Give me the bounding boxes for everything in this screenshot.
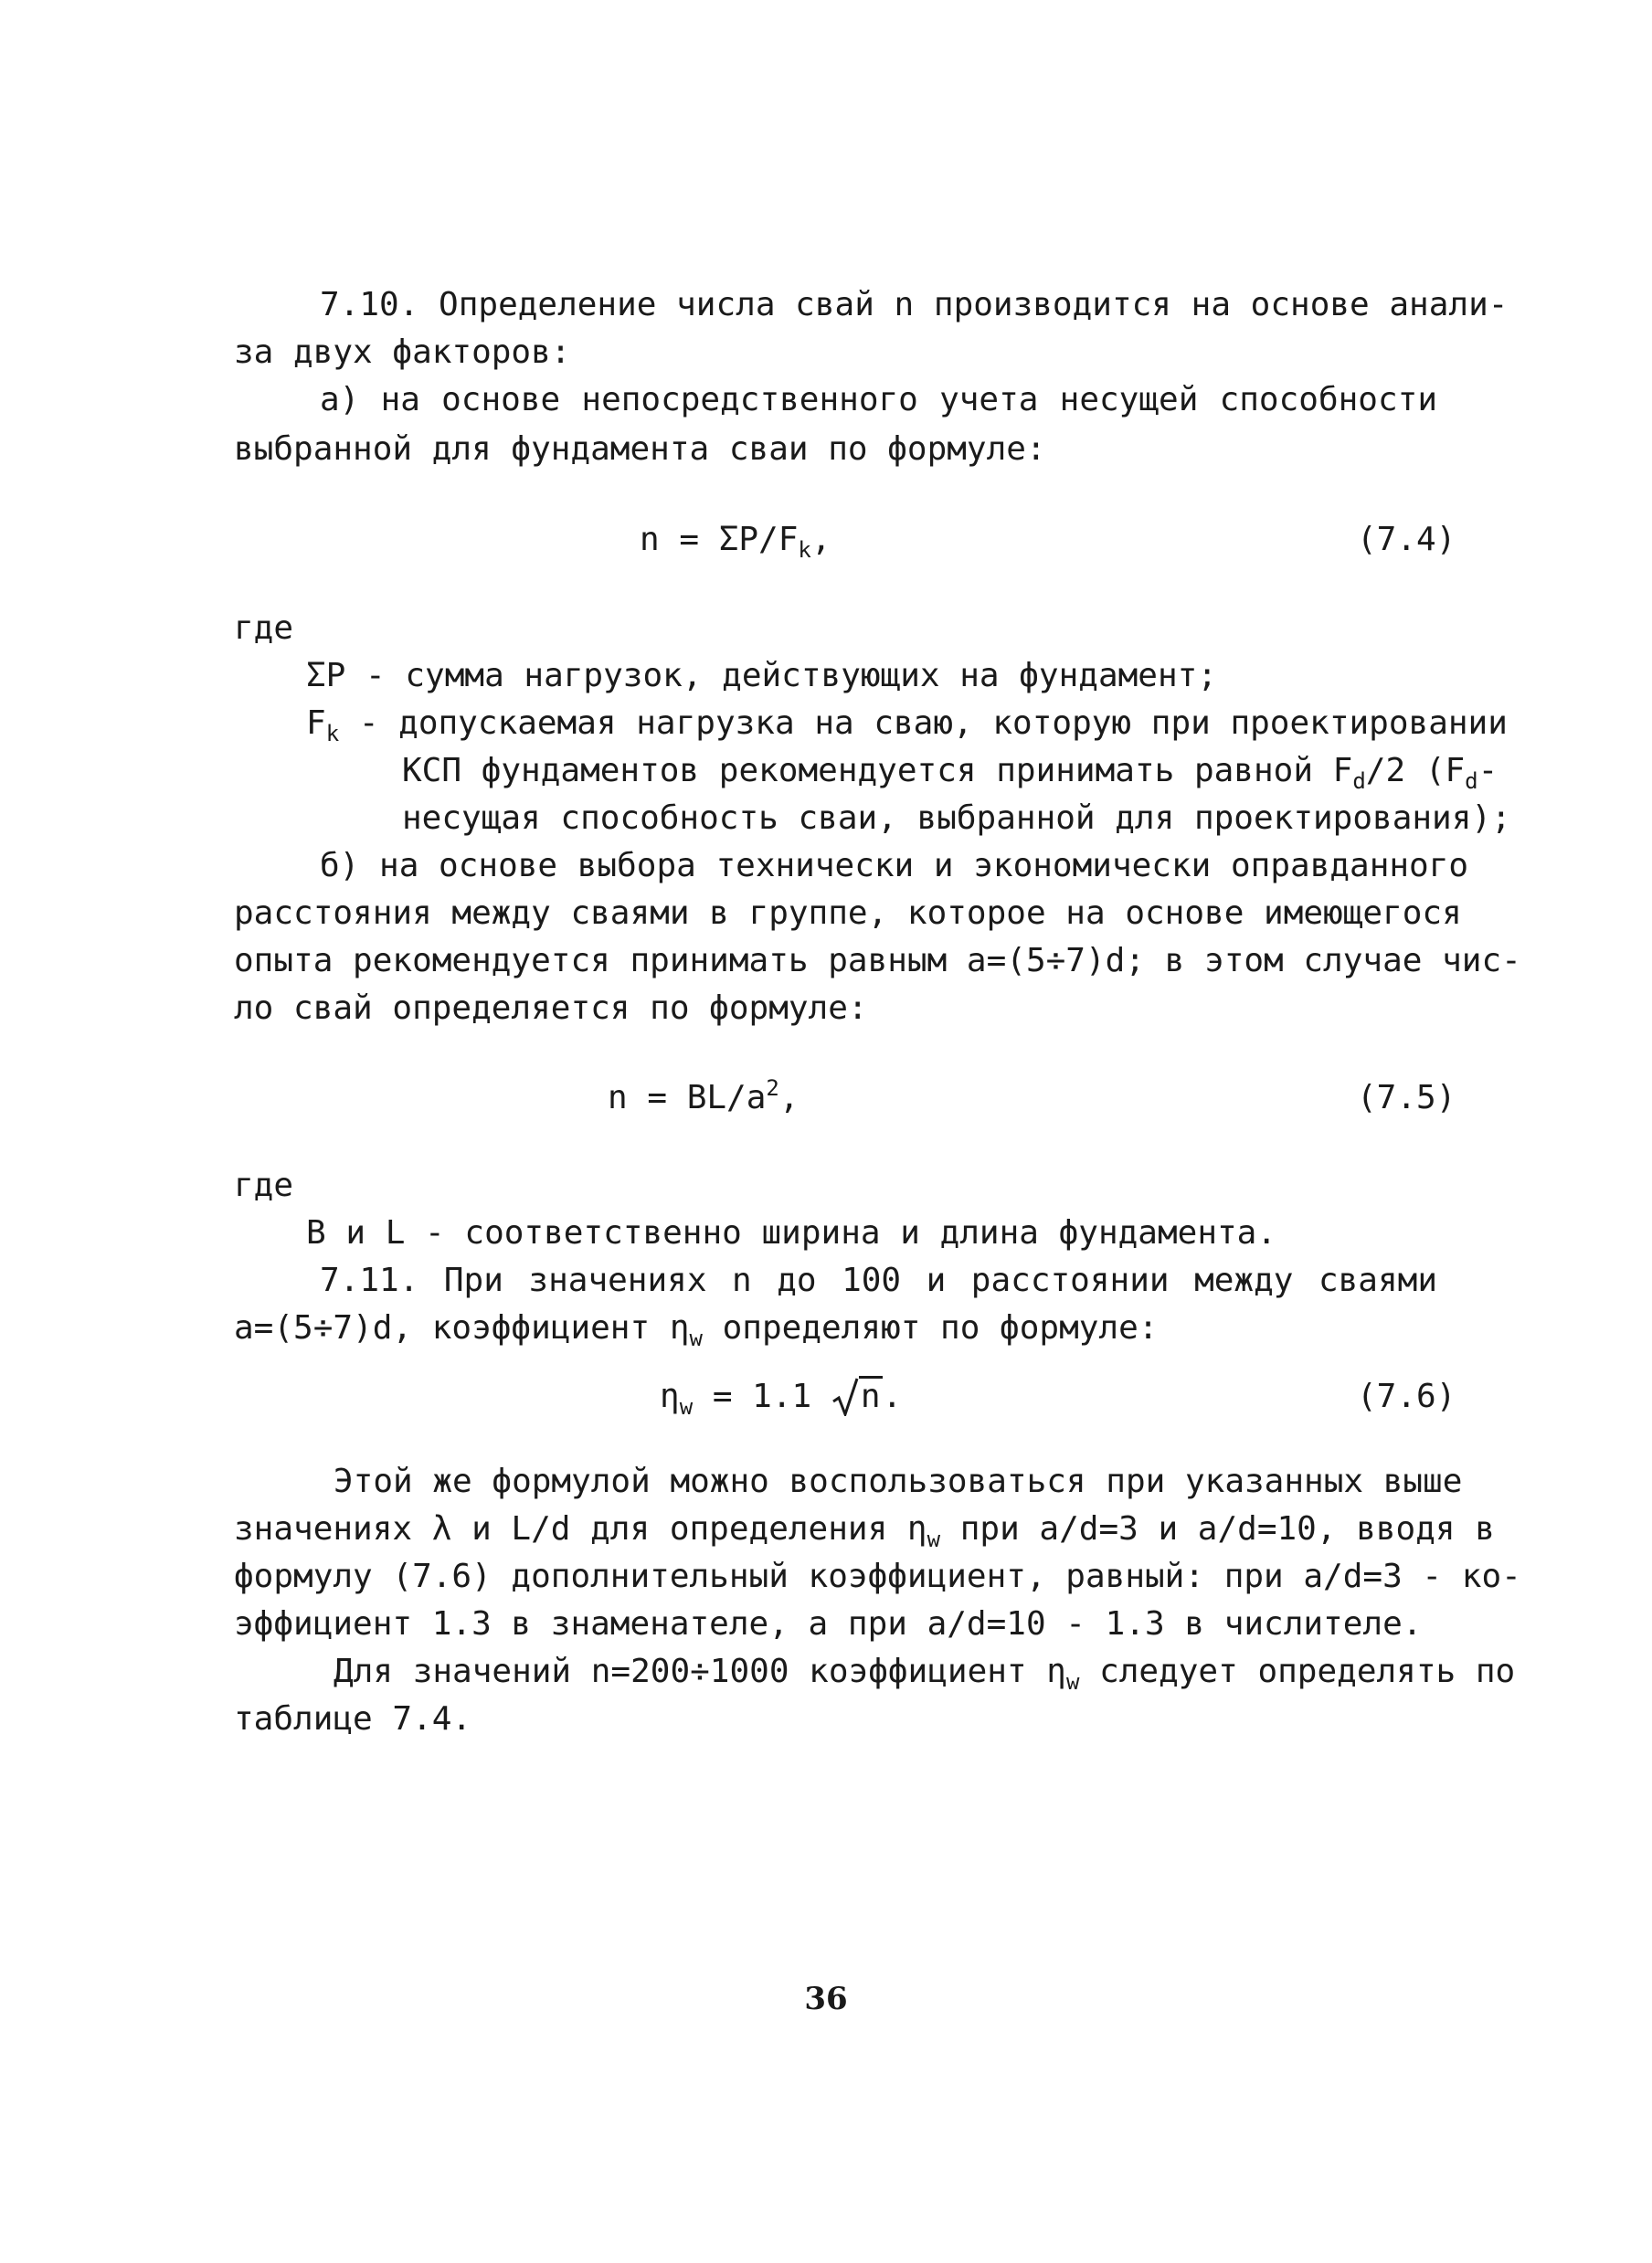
- equation-7-4-sub: k: [798, 537, 811, 563]
- equation-7-6: [660, 1375, 902, 1422]
- equation-7-5-number: (7.5): [1357, 1079, 1456, 1116]
- def-b-and-l: B и L - соответственно ширина и длина фундамента.: [306, 1214, 1277, 1252]
- para-3-line-3: формулу (7.6) дополнительный коэффициент, равный: при a/d=3 - ко-: [234, 1558, 1521, 1595]
- equation-7-4-lhs: n = ΣP/F: [640, 521, 799, 558]
- para-3-line-2-sub: w: [927, 1527, 941, 1552]
- para-3-line-2-a: значениях λ и L/d для определения η: [234, 1510, 927, 1548]
- para-7-11-line-2-sub: w: [689, 1326, 703, 1351]
- equation-7-6-number: (7.6): [1357, 1378, 1456, 1415]
- para-a-line-1: а) на основе непосредственного учета несущей способности: [320, 381, 1437, 418]
- def-fk-line-2-a: КСП фундаментов рекомендуется принимать равной F: [402, 752, 1353, 789]
- equation-7-5: [608, 1076, 800, 1123]
- para-4-line-1-sub: w: [1065, 1669, 1080, 1695]
- equation-7-4-number: (7.4): [1357, 521, 1456, 558]
- para-3-line-1: Этой же формулой можно воспользоваться при указанных выше: [334, 1463, 1463, 1500]
- para-b-line-4: ло свай определяется по формуле:: [234, 989, 868, 1027]
- equation-7-6-radicand: n: [860, 1378, 881, 1415]
- def-fk-text: - допускаемая нагрузка на сваю, которую при проектировании: [339, 704, 1508, 742]
- equation-7-6-tail: .: [882, 1378, 903, 1415]
- para-7-11-line-2-a: a=(5÷7)d, коэффициент η: [234, 1309, 690, 1347]
- para-3-line-2: [234, 1509, 1495, 1552]
- para-a-line-2: выбранной для фундамента сваи по формуле:: [234, 430, 1046, 468]
- equation-7-5-sup: 2: [766, 1075, 779, 1101]
- para-3-line-4: эффициент 1.3 в знаменателе, а при a/d=10 - 1.3 в числителе.: [234, 1605, 1423, 1643]
- para-4-line-1-b: следует определять по: [1079, 1653, 1516, 1690]
- para-4-line-1: [334, 1652, 1516, 1695]
- where-label-2: где: [234, 1167, 294, 1204]
- def-fk-line-1: [306, 703, 1508, 746]
- def-fk-symbol-sub: k: [325, 721, 340, 746]
- para-b-line-2: расстояния между сваями в группе, которое на основе имеющегося: [234, 894, 1462, 932]
- para-7-10-line-2: за двух факторов:: [234, 333, 571, 371]
- para-4-line-2: таблице 7.4.: [234, 1700, 472, 1738]
- equation-7-5-tail: ,: [778, 1079, 800, 1116]
- def-fk-line-3: несущая способность сваи, выбранной для проектирования);: [402, 799, 1511, 837]
- para-b-line-1: б) на основе выбора технически и экономически оправданного: [320, 847, 1469, 884]
- where-label-1: где: [234, 609, 294, 647]
- para-7-11-line-1: 7.11. При значениях n до 100 и расстоянии между сваями: [320, 1262, 1437, 1299]
- para-3-line-2-b: при a/d=3 и a/d=10, вводя в: [940, 1510, 1495, 1548]
- equation-7-4-tail: ,: [810, 521, 831, 558]
- equation-7-6-sub: w: [679, 1394, 694, 1420]
- page-number: 36: [804, 1981, 848, 2017]
- def-fk-symbol: F: [306, 704, 326, 742]
- def-fk-line-2: [402, 751, 1498, 794]
- def-fk-line-2-c: -: [1477, 752, 1498, 789]
- para-7-10-line-1: 7.10. Определение числа свай n производится на основе анали-: [320, 286, 1509, 323]
- equation-7-5-lhs: n = BL/a: [608, 1079, 767, 1116]
- def-sum-p: ΣP - сумма нагрузок, действующих на фундамент;: [306, 657, 1217, 694]
- para-b-line-3: опыта рекомендуется принимать равным a=(5÷7)d; в этом случае чис-: [234, 942, 1521, 979]
- equation-7-6-lhs: η: [660, 1378, 680, 1415]
- def-fk-line-2-sub: d: [1352, 768, 1366, 794]
- square-root-icon: [831, 1375, 883, 1419]
- def-fk-line-2-sub2: d: [1465, 768, 1478, 794]
- para-7-11-line-2-b: определяют по формуле:: [702, 1309, 1159, 1347]
- def-fk-line-2-b: /2 (F: [1365, 752, 1466, 789]
- equation-7-6-mid: = 1.1: [693, 1378, 831, 1415]
- para-4-line-1-a: Для значений n=200÷1000 коэффициент η: [334, 1653, 1066, 1690]
- para-7-11-line-2: [234, 1308, 1158, 1351]
- equation-7-4: [640, 518, 831, 565]
